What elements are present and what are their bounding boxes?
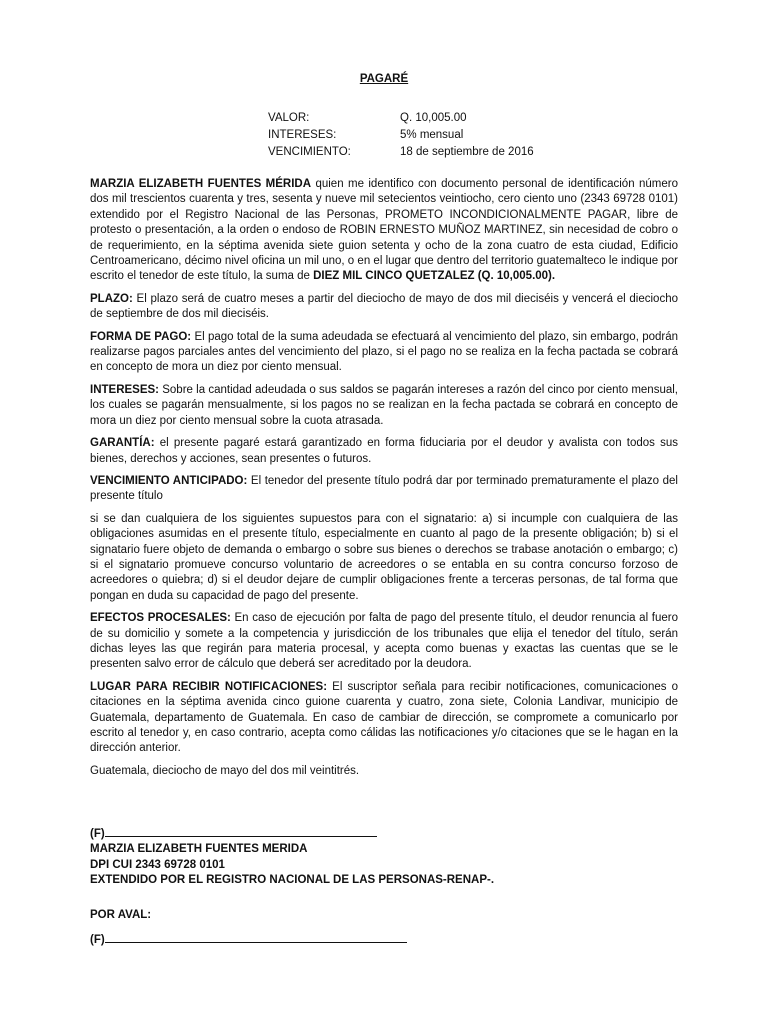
forma-text: El pago total de la suma adeudada se efectuará al vencimiento del plazo, sin embargo, podrán realizarse pagos parciales antes del vencimiento del plazo, si el pago no se realiza en la fecha pactada se cobrará en concepto de mora un diez por ciento mensual. bbox=[90, 330, 678, 374]
paragraph-supuestos bbox=[90, 512, 678, 604]
amount-text: DIEZ MIL CINCO QUETZALEZ (Q. 10,005.00). bbox=[313, 270, 556, 283]
paragraph-lugar bbox=[90, 680, 678, 757]
debtor-name: MARZIA ELIZABETH FUENTES MÉRIDA bbox=[90, 178, 312, 190]
signature-underline bbox=[105, 826, 377, 837]
signer-dpi: DPI CUI 2343 69728 0101 bbox=[90, 858, 225, 871]
vencimiento-anticipado-text: El tenedor del presente título podrá dar por terminado prematuramente el plazo del presente título bbox=[90, 474, 678, 503]
paragraph-garantia bbox=[90, 436, 678, 467]
supuestos-text: si se dan cualquiera de los siguientes supuestos para con el signatario: a) si incumple con cualquiera de las obligaciones asumidas en el presente título, especialmente en cuanto al pago de la presente obligación; b) si el signatario fuere objeto de demanda o embargo o sobre sus bienes o derechos se trabase anotación o embargo; c) si el signatario promueve concurso voluntario de acreedores o se entabla en su contra concurso forzoso de acreedores o quiebra; d) si el deudor dejare de cumplir obligaciones frente a terceras personas, de tal forma que pongan en duda su capacidad de pago del presente. bbox=[90, 512, 678, 602]
vencimiento-anticipado-label: VENCIMIENTO ANTICIPADO: bbox=[90, 474, 248, 487]
aval-underline bbox=[105, 932, 407, 943]
plazo-label: PLAZO: bbox=[90, 292, 133, 305]
valor-label: VALOR: bbox=[268, 112, 310, 124]
document-body bbox=[90, 177, 678, 786]
valor-value: Q. 10,005.00 bbox=[400, 112, 467, 124]
garantia-text: el presente pagaré estará garantizado en forma fiduciaria por el deudor y avalista con todos sus bienes, derechos y acciones, sean presentes o futuros. bbox=[90, 437, 678, 465]
lugar-label: LUGAR PARA RECIBIR NOTIFICACIONES: bbox=[90, 680, 328, 693]
vencimiento-value: 18 de septiembre de 2016 bbox=[400, 146, 534, 158]
signature-f-label: (F) bbox=[90, 828, 105, 840]
signer-name: MARZIA ELIZABETH FUENTES MERIDA bbox=[90, 843, 308, 856]
summary-block bbox=[268, 110, 534, 161]
summary-row-valor bbox=[268, 110, 534, 127]
efectos-label: EFECTOS PROCESALES: bbox=[90, 612, 231, 625]
signer-extension: EXTENDIDO POR EL REGISTRO NACIONAL DE LAS PERSONAS-RENAP-. bbox=[90, 874, 495, 887]
intereses-text: Sobre la cantidad adeudada o sus saldos se pagarán intereses a razón del cinco por ciento mensual, los cuales se pagarán mensualmente, si los pagos no se realizan en la fecha pactada se cobrará en concepto de mora un diez por ciento mensual sobre la cuota atrasada. bbox=[90, 383, 678, 427]
paragraph-forma-pago bbox=[90, 330, 678, 376]
paragraph-promise bbox=[90, 177, 678, 285]
signature-block bbox=[90, 826, 494, 889]
intereses-label: INTERESES: bbox=[268, 129, 337, 141]
efectos-text: En caso de ejecución por falta de pago del presente título, el deudor renuncia al fuero de su domicilio y somete a la competencia y jurisdicción de los tribunales que elija el tenedor del título, serán dichas leyes las que regirán para materia procesal, y acepta como buenas y exactas las cuentas que se le presenten salvo error de cálculo que deberá ser acreditado por la deudora. bbox=[90, 612, 678, 671]
signature-line bbox=[90, 826, 494, 842]
intereses-value: 5% mensual bbox=[400, 129, 464, 141]
paragraph-vencimiento-anticipado bbox=[90, 474, 678, 505]
aval-f-label: (F) bbox=[90, 934, 105, 946]
paragraph-intereses bbox=[90, 383, 678, 429]
promise-text: quien me identifico con documento personal de identificación número dos mil trescientos cuarenta y tres, sesenta y nueve mil setecientos veintiocho, cero ciento uno (2343 69728 0101) extendido por el Registro Nacional de las Personas, PROMETO INCONDICIONALMENTE PAGAR, libre de protesto o presentación, a la orden o endoso de ROBIN ERNESTO MUÑOZ MARTINEZ, sin necesidad de cobro o de requerimiento, en la séptima avenida siete guion setenta y ocho de la zona cuatro de esta ciudad, Edificio Centroamericano, décimo nivel oficina un mil uno, o en el lugar que dentro del territorio guatemalteco le indique por escrito el tenedor de este título, la suma de bbox=[90, 178, 678, 283]
forma-label: FORMA DE PAGO: bbox=[90, 330, 192, 343]
lugar-text: El suscriptor señala para recibir notificaciones, comunicaciones o citaciones en la séptima avenida cinco guione cuarenta y cuatro, zona siete, Colonia Landivar, municipio de Guatemala, departamento de Guatemala. En caso de cambiar de dirección, se compromete a comunicarlo por escrito al tenedor y, en caso contrario, acepta como cálidas las notificaciones y/o citaciones que se le hagan en la dirección anterior. bbox=[90, 680, 678, 755]
paragraph-plazo bbox=[90, 292, 678, 323]
summary-row-intereses bbox=[268, 127, 534, 144]
aval-signature-line bbox=[90, 932, 407, 948]
summary-row-vencimiento bbox=[268, 144, 534, 161]
closing-line: Guatemala, dieciocho de mayo del dos mil veintitrés. bbox=[90, 764, 360, 777]
document-title: PAGARÉ bbox=[359, 73, 409, 85]
garantia-label: GARANTÍA: bbox=[90, 437, 155, 450]
plazo-text: El plazo será de cuatro meses a partir del dieciocho de mayo de dos mil dieciséis y vencerá el dieciocho de septiembre de dos mil dieciséis. bbox=[90, 292, 678, 321]
aval-label: POR AVAL: bbox=[90, 909, 152, 921]
vencimiento-label: VENCIMIENTO: bbox=[268, 146, 351, 158]
intereses-section-label: INTERESES: bbox=[90, 383, 160, 396]
paragraph-efectos bbox=[90, 611, 678, 673]
